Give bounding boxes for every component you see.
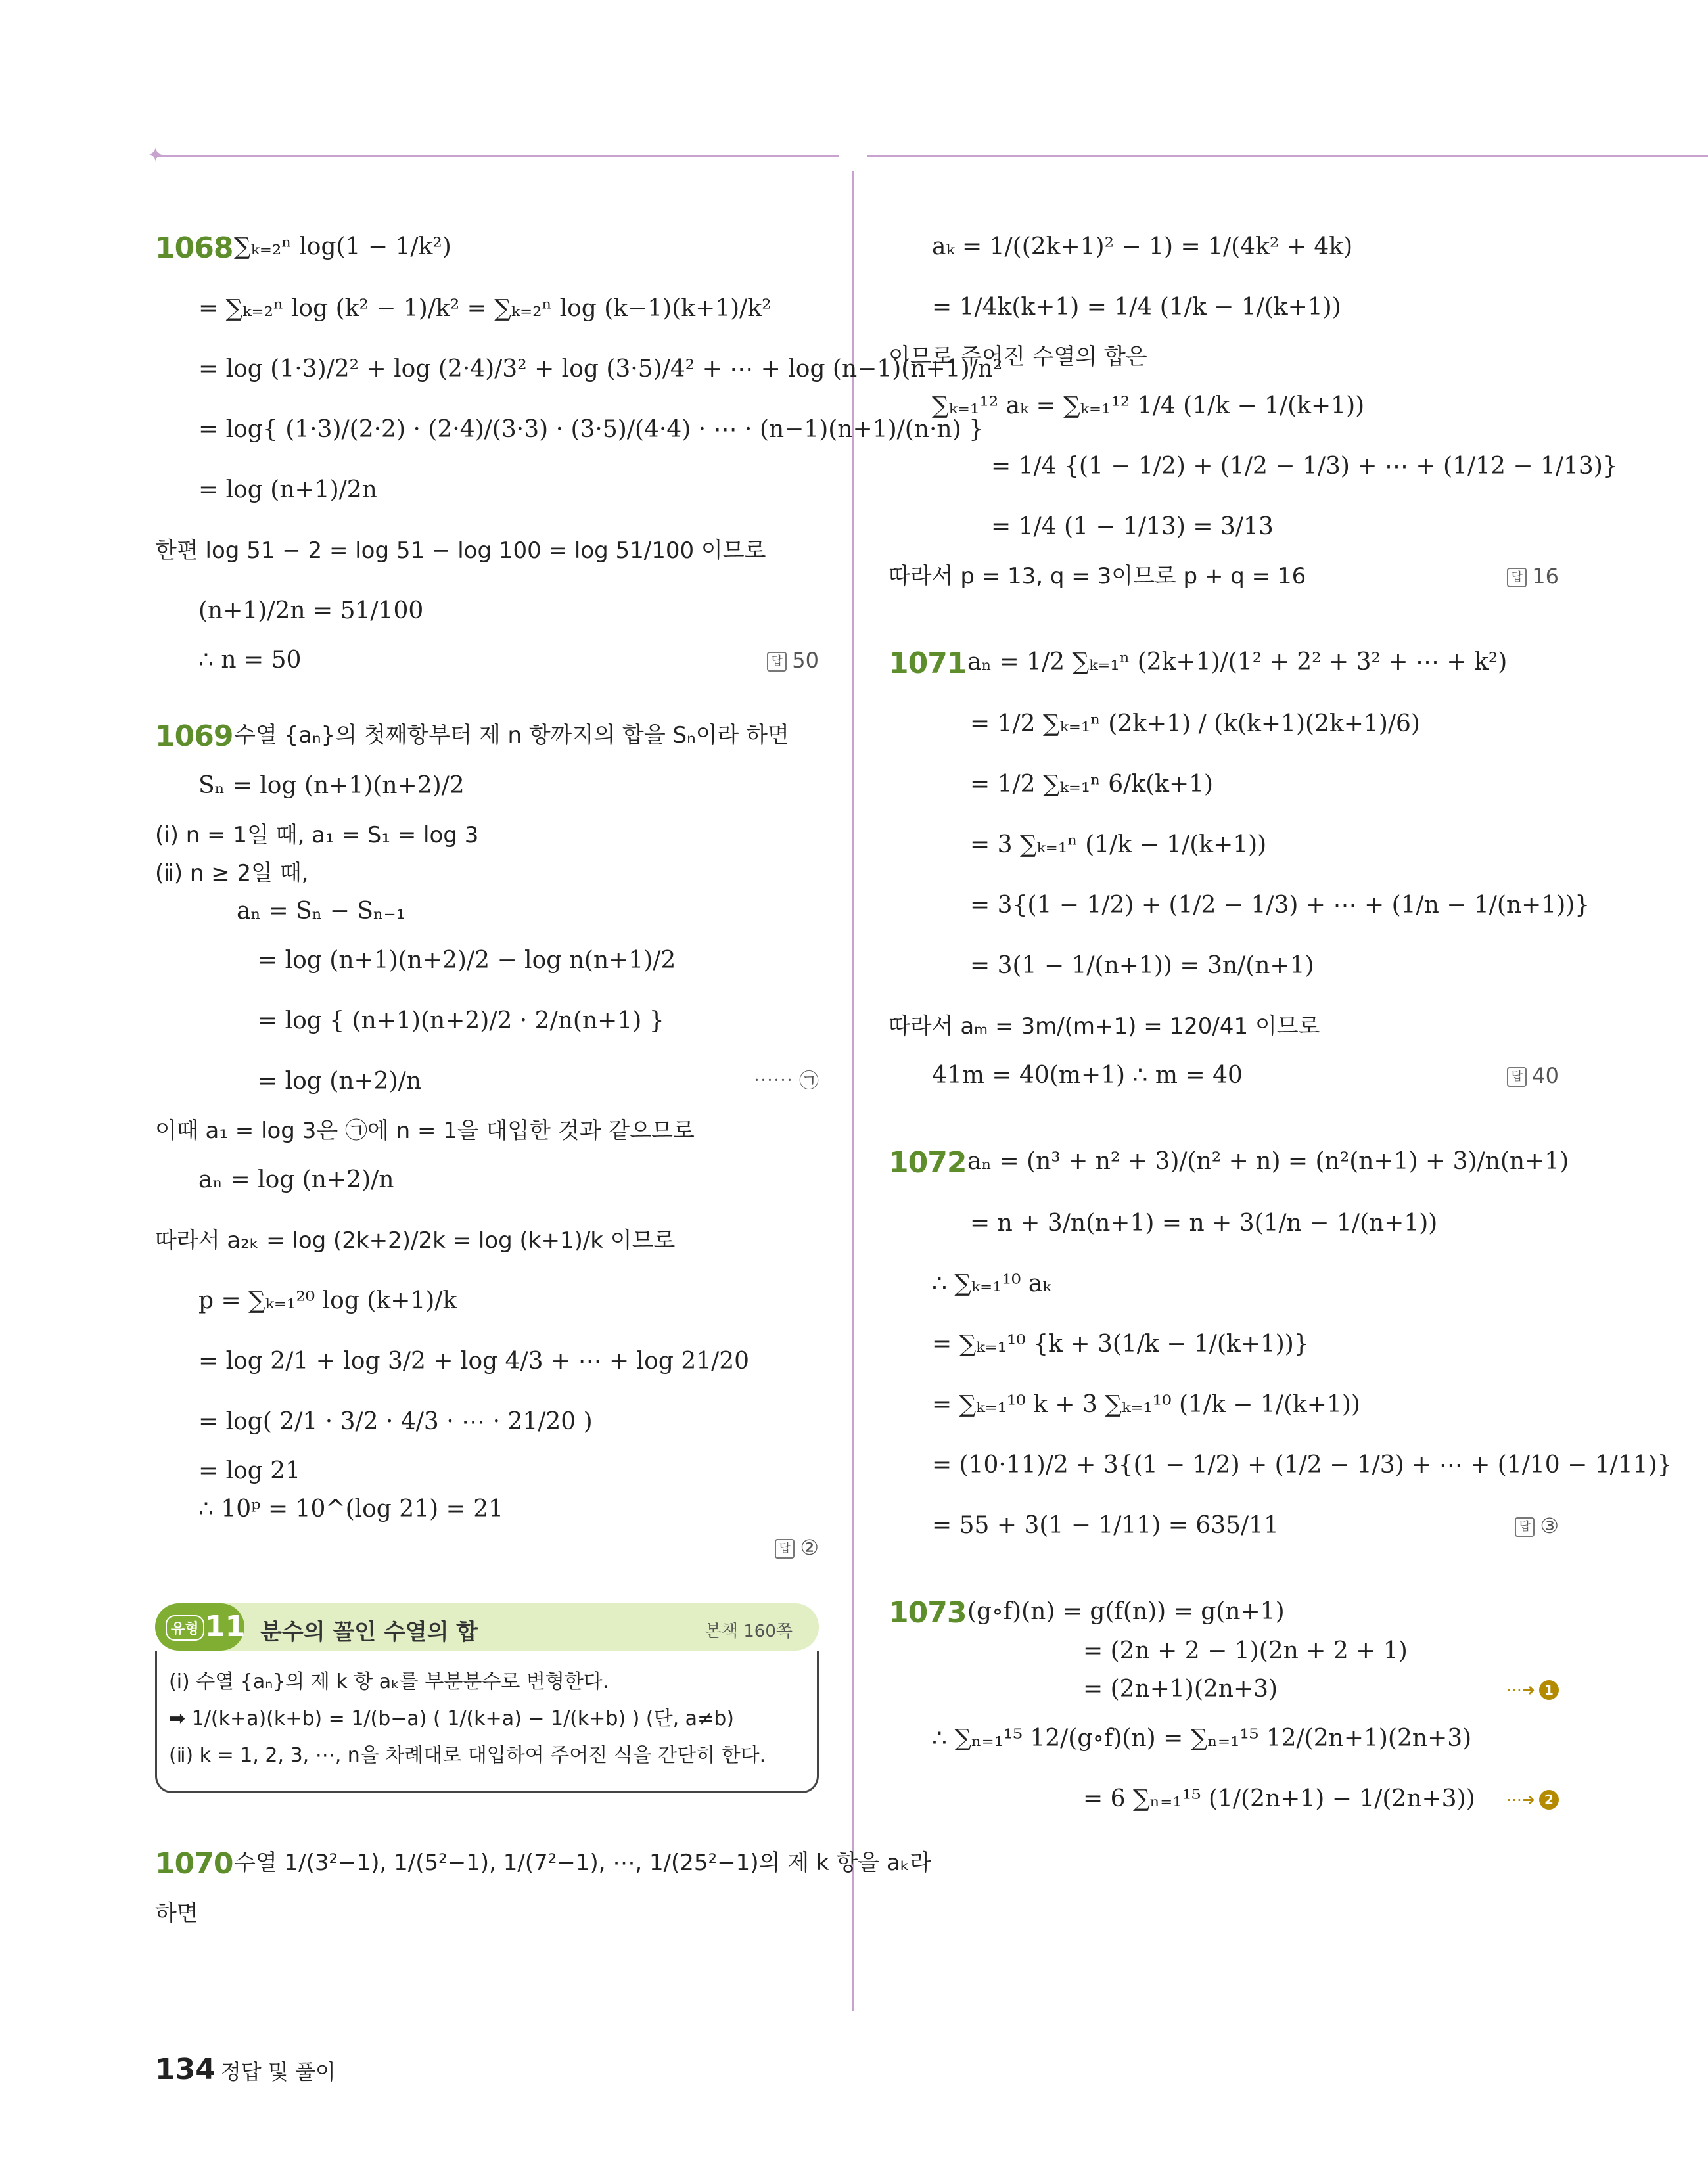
type-badge [155,1603,244,1651]
solution-line: p = ∑ₖ₌₁²⁰ log (k+1)/k [198,1287,457,1314]
problem-1071 [889,632,1590,1095]
solution-line: ∑ₖ₌₁¹² aₖ = ∑ₖ₌₁¹² 1/4 (1/k − 1/(k+1)) [932,392,1365,419]
type-badge-label: 유형 [166,1615,204,1641]
solution-line: = log( 2/1 · 3/2 · 4/3 · ⋯ · 21/20 ) [198,1408,593,1435]
solution-line: = 1/2 ∑ₖ₌₁ⁿ 6/k(k+1) [970,771,1214,798]
solution-line: = log (1·3)/2² + log (2·4)/3² + log (3·5)/4² + ⋯ + log (n−1)(n+1)/n² [198,355,1003,382]
answer-badge [767,641,819,679]
solution-line: = 1/4 (1 − 1/13) = 3/13 [991,513,1274,540]
solution-line: = 3{(1 − 1/2) + (1/2 − 1/3) + ⋯ + (1/n − 1/(n+1))} [970,892,1590,919]
star-decoration-icon: ✦ [147,144,164,167]
solution-line: 이므로 주어진 수열의 합은 [889,344,1147,370]
type-title: 분수의 꼴인 수열의 합 [260,1619,478,1645]
step-marker-1 [1506,1670,1559,1709]
solution-line: aₙ = log (n+2)/n [198,1166,394,1193]
solution-line: = 1/4 {(1 − 1/2) + (1/2 − 1/3) + ⋯ + (1/12 − 1/13)} [991,453,1618,480]
solution-line: = 3(1 − 1/(n+1)) = 3n/(n+1) [970,952,1314,979]
solution-line: = 1/2 ∑ₖ₌₁ⁿ (2k+1) / (k(k+1)(2k+1)/6) [970,710,1420,737]
solution-line: ∴ ∑ₙ₌₁¹⁵ 12/(g∘f)(n) = ∑ₙ₌₁¹⁵ 12/(2n+1)(2n+3) [932,1725,1472,1752]
problem-number: 1071 [889,647,967,680]
solution-line: = log (n+1)/2n [198,476,377,503]
solution-line: aₖ = 1/((2k+1)² − 1) = 1/(4k² + 4k) [932,233,1353,260]
answer-value: ② [800,1535,819,1560]
top-rule-left [155,155,839,157]
answer-badge [1515,1496,1559,1556]
solution-line: 이때 a₁ = log 3은 ㉠에 n = 1을 대입한 것과 같으므로 [155,1118,695,1144]
top-rule-right [867,155,1708,157]
answer-value: 16 [1532,564,1559,589]
step-arrow-icon: ⋯➜ [1506,1681,1535,1699]
solution-line: = 55 + 3(1 − 1/11) = 635/11 [932,1512,1279,1539]
solution-line: = 3 ∑ₖ₌₁ⁿ (1/k − 1/(k+1)) [970,831,1267,858]
solution-line: (n+1)/2n = 51/100 [198,597,424,624]
answer-badge [1507,557,1559,595]
problem-1072 [889,1132,1673,1556]
solution-line: ∴ n = 50 [198,647,302,674]
problem-1070-continued [889,217,1618,595]
type-body-line: ➡ 1/(k+a)(k+b) = 1/(b−a) ( 1/(k+a) − 1/(k+b) ) (단, a≠b) [169,1707,734,1730]
solution-line: = (2n+1)(2n+3) [1083,1676,1278,1703]
type-badge-number: 11 [205,1610,246,1643]
type-body-line: (ⅱ) k = 1, 2, 3, ⋯, n을 차례대로 대입하여 주어진 식을 간단히 한다. [169,1744,766,1767]
solution-line: ∴ ∑ₖ₌₁¹⁰ aₖ [932,1270,1051,1297]
solution-line: = (2n + 2 − 1)(2n + 2 + 1) [1083,1637,1408,1664]
type-header [155,1603,819,1651]
step-arrow-icon: ⋯➜ [1506,1791,1535,1809]
type-11-box [155,1603,819,1793]
solution-line: = ∑ₖ₌₁¹⁰ {k + 3(1/k − 1/(k+1))} [932,1331,1309,1358]
solution-line: = n + 3/n(n+1) = n + 3(1/n − 1/(n+1)) [970,1210,1438,1237]
solution-line: (ⅰ) n = 1일 때, a₁ = S₁ = log 3 [155,822,479,848]
problem-number: 1072 [889,1146,967,1179]
solution-line: 수열 {aₙ}의 첫째항부터 제 n 항까지의 합을 Sₙ이라 하면 [234,722,789,748]
solution-line: 한편 log 51 − 2 = log 51 − log 100 = log 51/100 이므로 [155,538,766,564]
problem-1073 [889,1593,1559,1829]
solution-line: = log{ (1·3)/(2·2) · (2·4)/(3·3) · (3·5)/(4·4) · ⋯ · (n−1)(n+1)/(n·n) } [198,416,984,443]
answer-icon: 답 [1507,568,1527,587]
solution-line: ∴ 10ᵖ = 10^(log 21) = 21 [198,1496,504,1522]
answer-icon: 답 [1507,1067,1527,1087]
answer-icon: 답 [775,1539,795,1559]
answer-badge [1507,1057,1559,1095]
problem-number: 1068 [155,231,233,265]
solution-line: 하면 [155,1900,198,1927]
answer-icon: 답 [767,652,787,672]
problem-number: 1073 [889,1596,967,1630]
solution-line: (ⅱ) n ≥ 2일 때, [155,860,309,886]
type-body [155,1651,819,1793]
solution-line: = ∑ₖ₌₁¹⁰ k + 3 ∑ₖ₌₁¹⁰ (1/k − 1/(k+1)) [932,1391,1360,1418]
answer-badge [775,1528,819,1567]
solution-line: 따라서 aₘ = 3m/(m+1) = 120/41 이므로 [889,1013,1320,1040]
solution-line: ∑ₖ₌₂ⁿ log(1 − 1/k²) [234,233,451,260]
type-reference: 본책 160쪽 [704,1622,793,1641]
solution-line: aₙ = (n³ + n² + 3)/(n² + n) = (n²(n+1) + 3)/n(n+1) [967,1148,1569,1175]
solution-line: = log (n+2)/n [258,1068,421,1095]
problem-1069 [155,716,819,1567]
solution-line: Sₙ = log (n+1)(n+2)/2 [198,772,465,799]
problem-1070 [155,1833,932,1933]
answer-value: ③ [1540,1513,1559,1538]
problem-number: 1070 [155,1847,233,1881]
solution-line: = 1/4k(k+1) = 1/4 (1/k − 1/(k+1)) [932,294,1341,321]
solution-line: 따라서 a₂ₖ = log (2k+2)/2k = log (k+1)/k 이므로 [155,1227,676,1254]
step-badge: 2 [1539,1790,1559,1810]
solution-line: aₙ = 1/2 ∑ₖ₌₁ⁿ (2k+1)/(1² + 2² + 3² + ⋯ + k²) [967,649,1508,675]
solution-line: = (10·11)/2 + 3{(1 − 1/2) + (1/2 − 1/3) + ⋯ + (1/10 − 1/11)} [932,1452,1673,1478]
solution-line: = log (n+1)(n+2)/2 − log n(n+1)/2 [258,947,676,974]
solution-line: 따라서 p = 13, q = 3이므로 p + q = 16 [889,563,1306,589]
answer-icon: 답 [1515,1517,1535,1537]
solution-line: = log 2/1 + log 3/2 + log 4/3 + ⋯ + log 21/20 [198,1348,750,1375]
solution-line: = log 21 [198,1457,301,1484]
type-body-line: (ⅰ) 수열 {aₙ}의 제 k 항 aₖ를 부분분수로 변형한다. [169,1670,609,1693]
solution-line: 41m = 40(m+1) ∴ m = 40 [932,1062,1243,1089]
step-marker-2 [1506,1769,1559,1830]
equation-marker: ⋯⋯ ㉠ [753,1070,819,1093]
solution-line: (g∘f)(n) = g(f(n)) = g(n+1) [967,1598,1285,1625]
answer-value: 50 [792,648,819,673]
step-badge: 1 [1539,1680,1559,1700]
right-column [889,217,1673,1866]
solution-line: aₙ = Sₙ − Sₙ₋₁ [237,898,406,925]
solution-line: = 6 ∑ₙ₌₁¹⁵ (1/(2n+1) − 1/(2n+3)) [1083,1785,1475,1812]
page-number: 134 [155,2053,216,2086]
page-footer [155,2053,336,2086]
answer-value: 40 [1532,1063,1559,1088]
solution-line: = ∑ₖ₌₂ⁿ log (k² − 1)/k² = ∑ₖ₌₂ⁿ log (k−1)(k+1)/k² [198,295,772,322]
footer-label: 정답 및 풀이 [220,2059,336,2084]
solution-line: = log { (n+1)(n+2)/2 · 2/n(n+1) } [258,1007,664,1034]
problem-number: 1069 [155,720,233,753]
solution-line: 수열 1/(3²−1), 1/(5²−1), 1/(7²−1), ⋯, 1/(25²−1)의 제 k 항을 aₖ라 [234,1850,932,1876]
